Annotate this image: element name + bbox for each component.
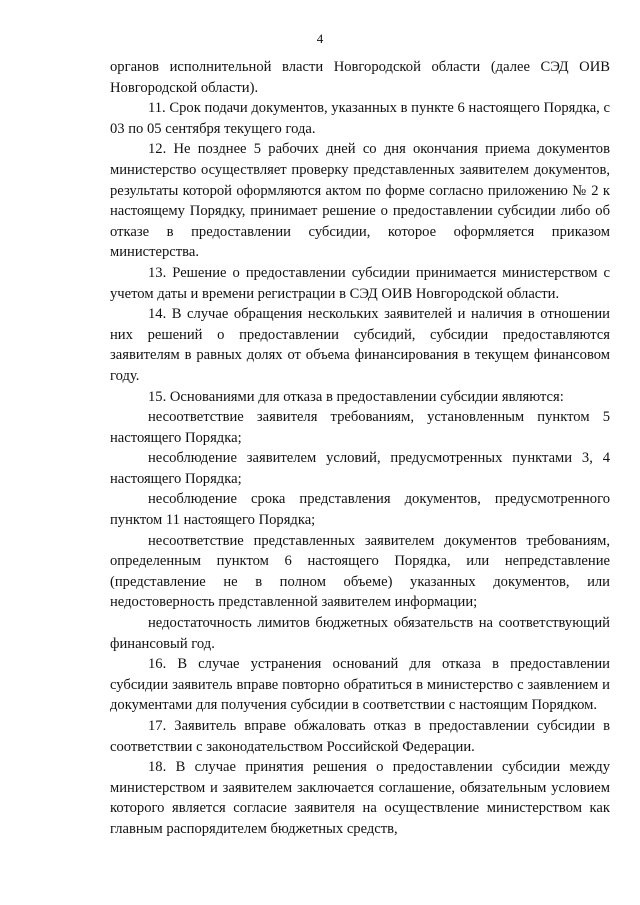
document-body: [110, 57, 610, 840]
paragraph: органов исполнительной власти Новгородской области (далее СЭД ОИВ Новгородской области).: [110, 59, 610, 96]
paragraph: несоблюдение заявителем условий, предусмотренных пунктами 3, 4 настоящего Порядка;: [110, 450, 610, 487]
paragraph: несоблюдение срока представления документов, предусмотренного пунктом 11 настоящего Порядка;: [110, 491, 610, 529]
paragraph: несоответствие заявителя требованиям, установленным пунктом 5 настоящего Порядка;: [110, 409, 610, 446]
paragraph: 15. Основаниями для отказа в предоставлении субсидии являются:: [148, 388, 564, 405]
page-number: 4: [316, 31, 324, 46]
paragraph: 12. Не позднее 5 рабочих дней со дня окончания приема документов министерство осуществляет проверку представленных заявителем документов, результаты которой оформляются актом по форме согласно приложению № 2 к настоящему Порядку, принимает решение о предоставлении субсидии либо об отказе в предоставлении субсидии, которое оформляется приказом министерства.: [110, 141, 610, 261]
paragraph: 16. В случае устранения оснований для отказа в предоставлении субсидии заявитель вправе повторно обратиться в министерство с заявлением и документами для получения субсидии в соответствии с настоящим Порядком.: [110, 656, 610, 714]
paragraph: 11. Срок подачи документов, указанных в пункте 6 настоящего Порядка, с 03 по 05 сентября текущего года.: [110, 100, 610, 137]
paragraph: 17. Заявитель вправе обжаловать отказ в предоставлении субсидии в соответствии с законодательством Российской Федерации.: [110, 718, 610, 755]
paragraph: 18. В случае принятия решения о предоставлении субсидии между министерством и заявителем заключается соглашение, обязательным условием которого является согласие заявителя на осуществление министерством как главным распорядителем бюджетных средств,: [110, 759, 610, 837]
paragraph: недостаточность лимитов бюджетных обязательств на соответствующий финансовый год.: [110, 615, 610, 652]
paragraph: 13. Решение о предоставлении субсидии принимается министерством с учетом даты и времени регистрации в СЭД ОИВ Новгородской области.: [110, 264, 610, 302]
paragraph: 14. В случае обращения нескольких заявителей и наличия в отношении них решений о предоставлении субсидий, субсидии предоставляются заявителям в равных долях от объема финансирования в текущем финансовом году.: [110, 306, 610, 384]
paragraph: несоответствие представленных заявителем документов требованиям, определенным пунктом 6 настоящего Порядка, или непредставление (представление не в полном объеме) указанных документов, или недостоверность представленной заявителем информации;: [110, 532, 610, 611]
